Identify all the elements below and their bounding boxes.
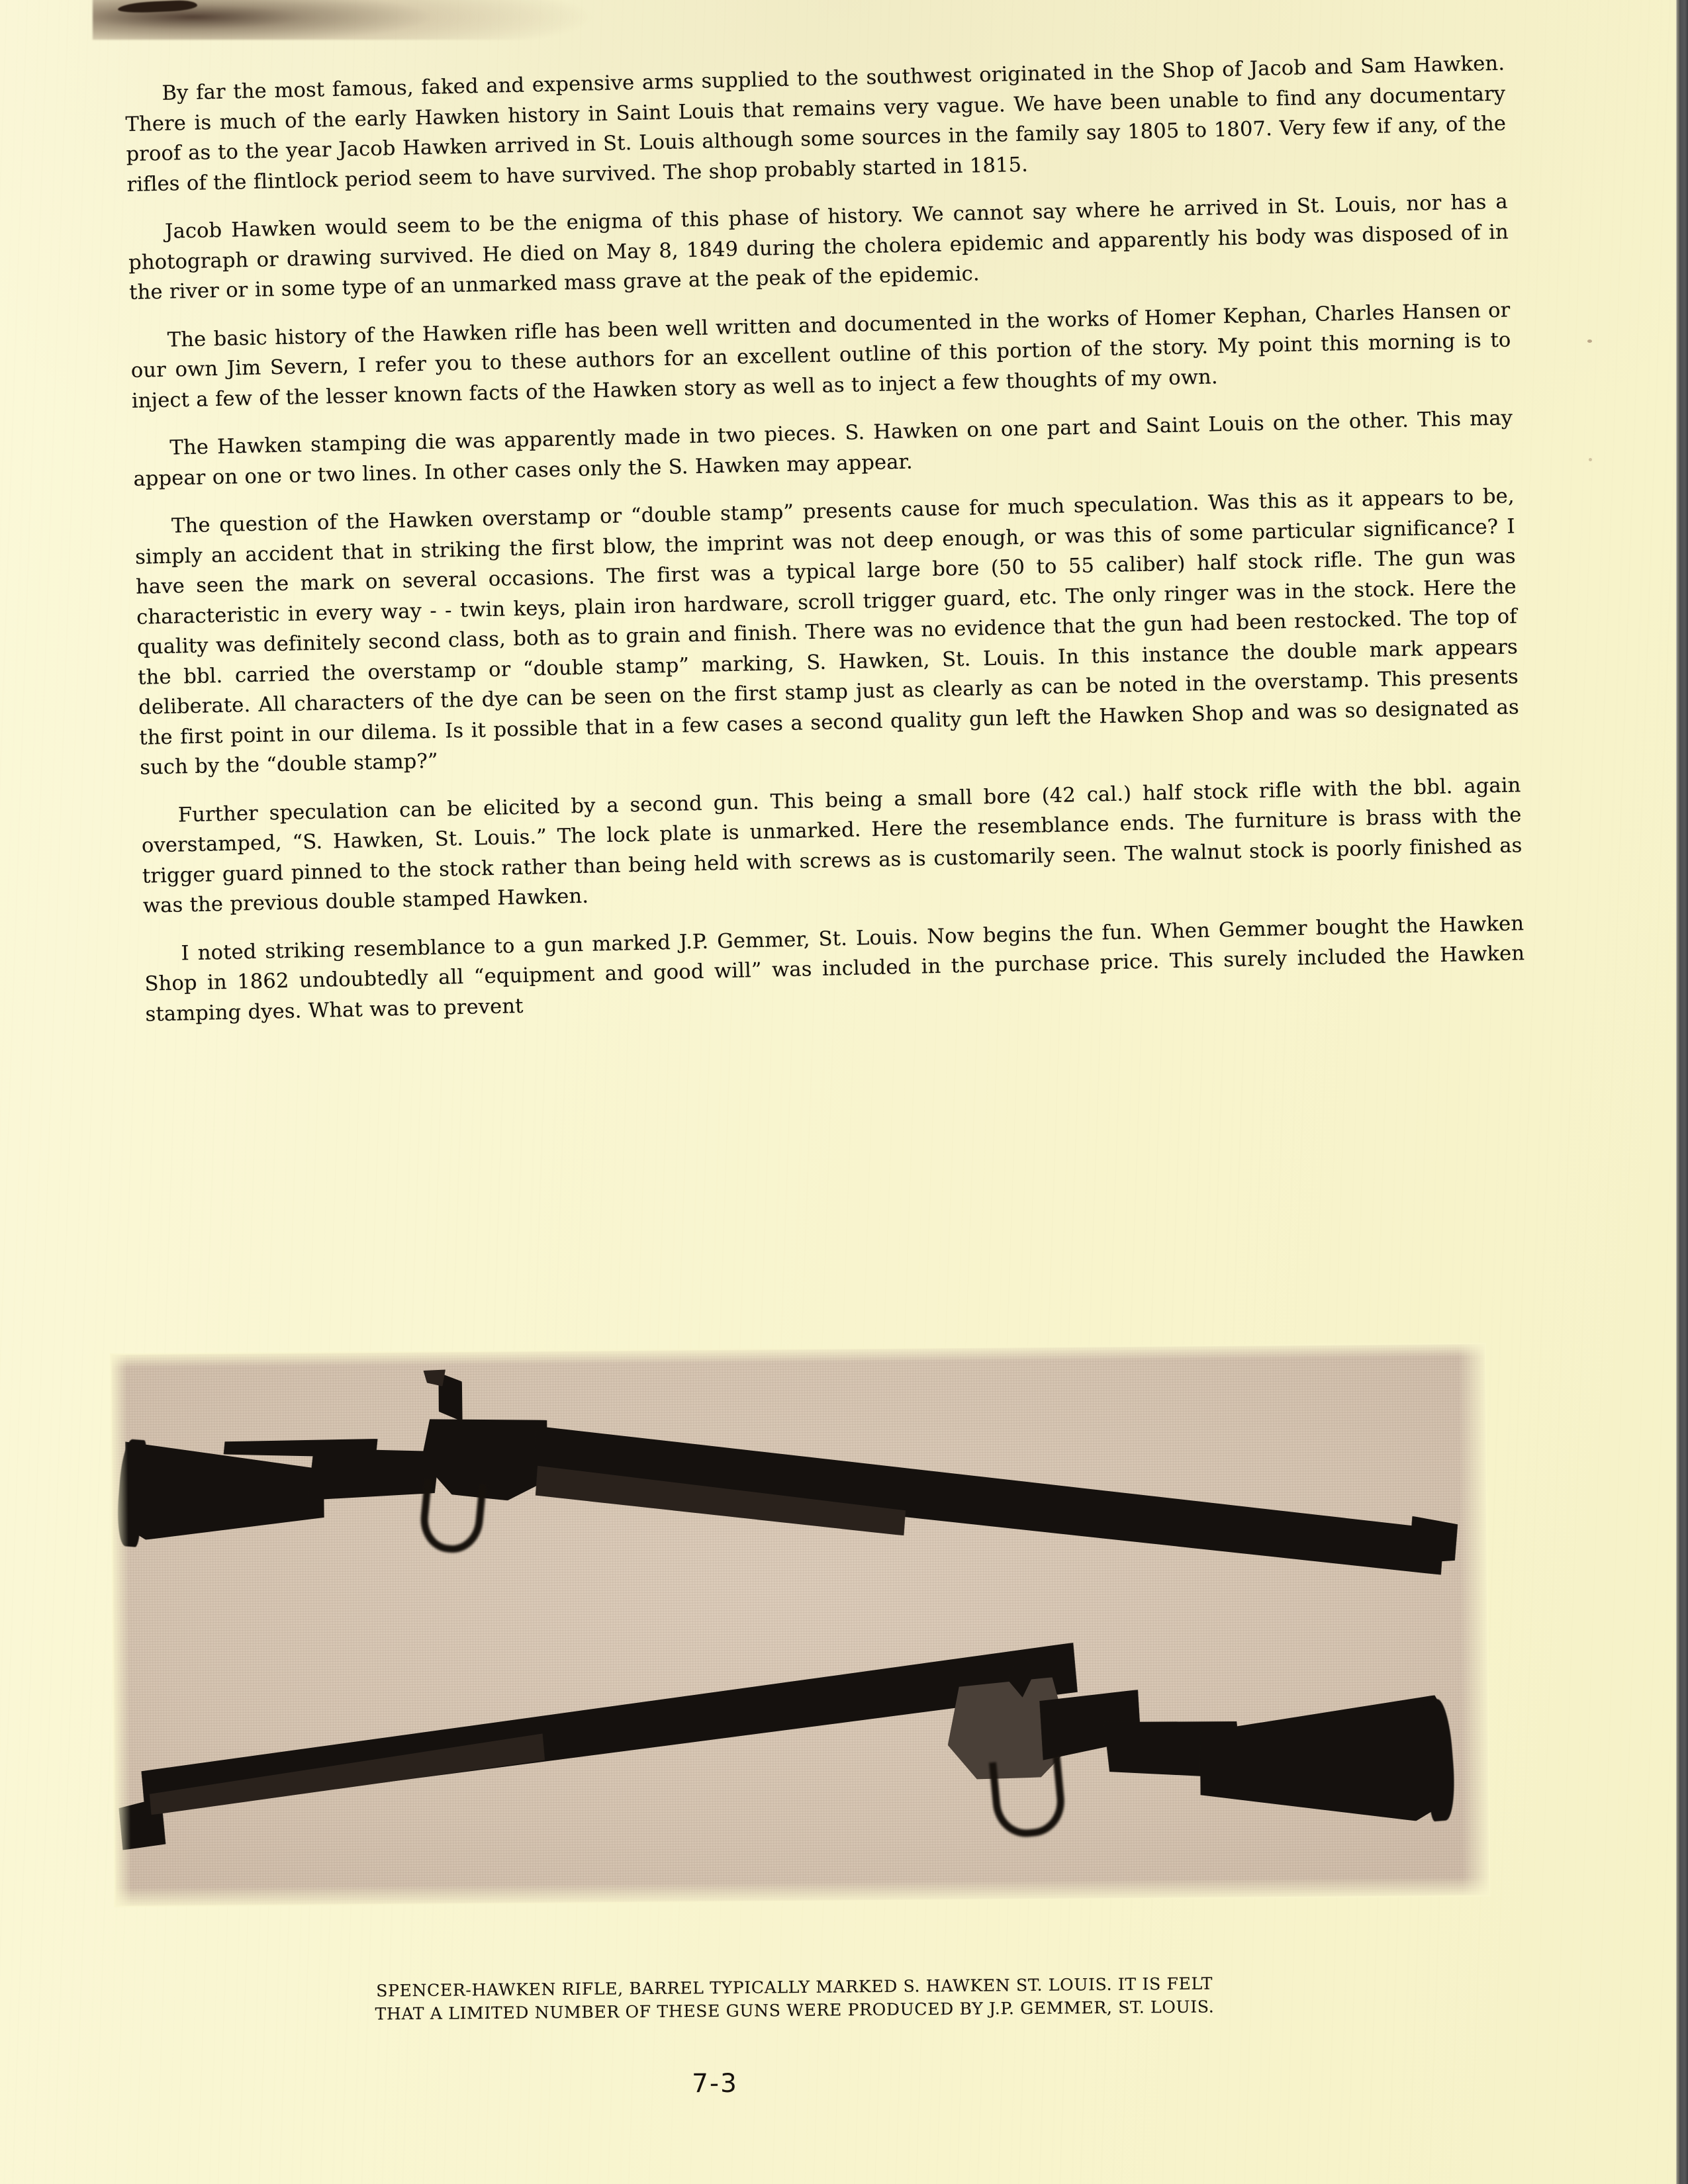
paper-speck <box>1587 340 1592 343</box>
paragraph: Jacob Hawken would seem to be the enigma of this phase of history. We cannot say where he arrived in St. Louis, nor has a photograph or drawing survived. He died on May 8, 1849 during the cholera epidemic and apparently his body was disposed of in the river or in some type of an unmarked mass grave at the peak of the epidemic. <box>128 190 1509 304</box>
rifle-lower <box>113 1615 1489 1904</box>
article-body <box>124 48 1526 1029</box>
paragraph: The basic history of the Hawken rifle has been well written and documented in the works of Homer Kephan, Charles Hansen or our own Jim Severn, I refer you to these authors for an excellent outline of this portion of the story. My point this morning is to inject a few of the lesser known facts of the Hawken story as well as to inject a few thoughts of my own. <box>130 298 1511 413</box>
paragraph: The Hawken stamping die was apparently made in two pieces. S. Hawken on one part and Saint Louis on the other. This may appear on one or two lines. In other cases only the S. Hawken may appear. <box>133 406 1513 491</box>
figure-caption <box>0 1969 1589 2029</box>
top-edge-smudge-core <box>118 0 198 14</box>
rifle-lower-trigger-guard <box>989 1756 1068 1840</box>
rifle-upper-muzzle <box>1409 1516 1458 1567</box>
paper-speck <box>1589 458 1592 461</box>
page-number: 7-3 <box>691 2068 738 2099</box>
paragraph: I noted striking resemblance to a gun marked J.P. Gemmer, St. Louis. Now begins the fun. When Gemmer bought the Hawken Shop in 1862 undoubtedly all “equipment and good will” was included in the purchase price. This surely included the Hawken stamping dyes. What was to prevent <box>144 911 1525 1026</box>
paragraph: The question of the Hawken overstamp or “double stamp” presents cause for much speculation. Was this as it appears to be, simply an accident that in striking the first blow, the imprint was not deep enough, or was this of some particular significance? I have seen the mark on several occasions. The first was a typical large bore (50 to 55 caliber) half stock rifle. The gun was characteristic in every way - - twin keys, plain iron hardware, scroll trigger guard, etc. The only ringer was in the stock. Here the quality was definitely second class, both as to grain and finish. There was no evidence that the gun had been restocked. The top of the bbl. carried the overstamp or “double stamp” marking, S. Hawken, St. Louis. In this instance the double mark appears deliberate. All characters of the dye can be seen on the first stamp just as clearly as can be noted in the overstamp. This presents the first point in our dilema. Is it possible that in a few cases a second quality gun left the Hawken Shop and was so designated as such by the “double stamp?” <box>134 484 1520 780</box>
figure-photograph <box>111 1344 1489 1906</box>
rifle-upper-trigger-guard <box>418 1479 487 1556</box>
scanner-edge-shadow <box>1677 0 1688 2184</box>
paragraph: By far the most famous, faked and expensive arms supplied to the southwest originated in the Shop of Jacob and Sam Hawken. There is much of the early Hawken history in Saint Louis that remains very vague. We have been unable to find any documentary proof as to the year Jacob Hawken arrived in St. Louis although some sources in the family say 1805 to 1807. Very few if any, of the rifles of the flintlock period seem to have survived. The shop probably started in 1815. <box>125 52 1507 197</box>
paragraph: Further speculation can be elicited by a second gun. This being a small bore (42 cal.) half stock rifle with the bbl. again overstamped, “S. Hawken, St. Louis.” The lock plate is unmarked. Here the resemblance ends. The furniture is brass with the trigger guard pinned to the stock rather than being held with screws as is customarily seen. The walnut stock is poorly finished as was the previous double stamped Hawken. <box>141 773 1523 918</box>
rifle-lower-buttstock <box>1199 1695 1445 1823</box>
rifle-upper <box>111 1344 1487 1633</box>
caption-line: THAT A LIMITED NUMBER OF THESE GUNS WERE PRODUCED BY J.P. GEMMER, ST. LOUIS. <box>375 1997 1215 2024</box>
top-edge-smudge-artifact <box>93 0 927 40</box>
photo-print <box>111 1344 1489 1906</box>
caption-line: SPENCER-HAWKEN RIFLE, BARREL TYPICALLY MARKED S. HAWKEN ST. LOUIS. IT IS FELT <box>376 1974 1213 2001</box>
